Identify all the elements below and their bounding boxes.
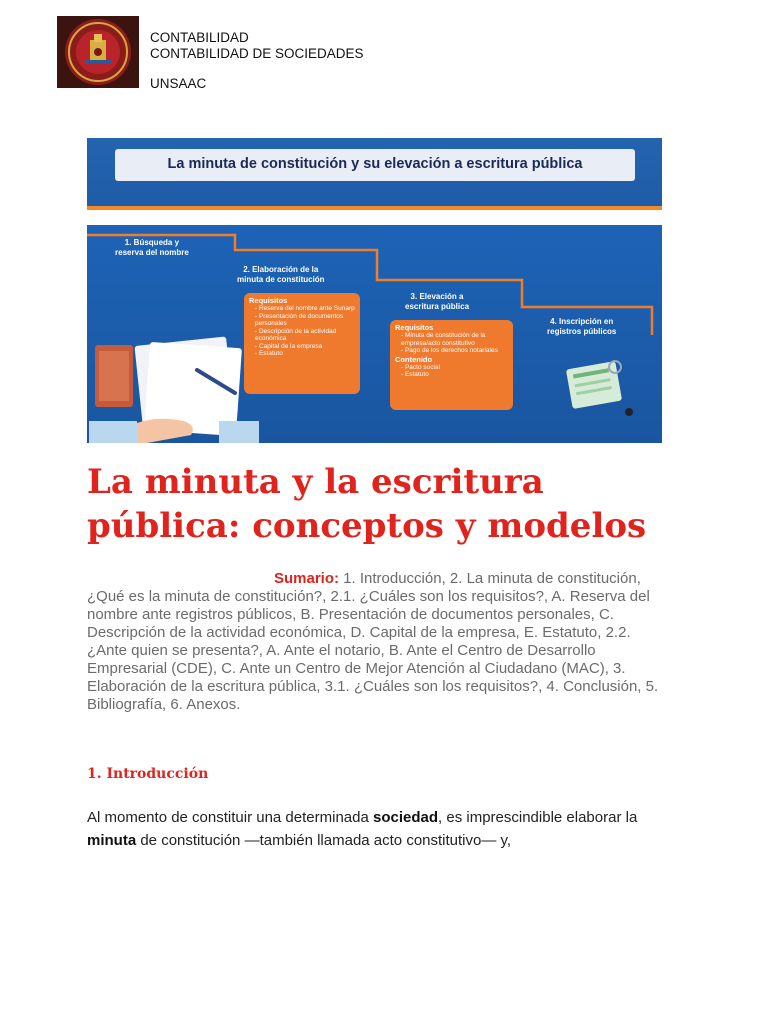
- box-item: - Presentación de documentos personales: [255, 312, 344, 327]
- summary: [87, 570, 667, 714]
- header-subject: CONTABILIDAD: [150, 30, 249, 45]
- section-heading: 1. Introducción: [87, 766, 209, 782]
- step-2-title: 2. Elaboración de la minuta de constitución: [237, 265, 325, 284]
- box-item: - Estatuto: [255, 350, 283, 357]
- keyword-sociedad: sociedad: [373, 809, 439, 826]
- summary-text: 1. Introducción, 2. La minuta de constitución, ¿Qué es la minuta de constitución?, 2.1. ¿Cuáles son los requisitos?, A. Reserva del nombre ante registros públicos, B. Presentación de documentos personales, C. Descripción de la actividad económica, D. Capital de la empresa, E. Estatuto, 2.2. ¿Ante quien se presenta?, A. Ante el notario, B. Ante el Centro de Desarrollo Empresarial (CDE), C. Ante un Centro de Mejor Atención al Ciudadano (MAC), 3. Elaboración de la escritura pública, 3.1. ¿Cuáles son los requisitos?, 4. Conclusión, 5. Bibliografía, 6. Anexos.: [87, 570, 659, 713]
- header-course: CONTABILIDAD DE SOCIEDADES: [150, 46, 364, 61]
- keyword-minuta: minuta: [87, 832, 137, 849]
- summary-label: Sumario:: [274, 570, 340, 587]
- document-header: [150, 30, 364, 92]
- title-banner-image: [87, 138, 662, 210]
- header-university: UNSAAC: [150, 76, 207, 91]
- box-item: - Pacto social: [401, 363, 441, 371]
- box-item: - Descripción de la actividad económica: [255, 327, 337, 342]
- box-item: - Reserva del nombre ante Sunarp: [255, 305, 355, 312]
- step-4-title: 4. Inscripción en registros públicos: [547, 317, 617, 336]
- box-item: - Estatuto: [401, 371, 429, 378]
- box-heading: Requisitos: [395, 323, 434, 332]
- banner-title: La minuta de constitución y su elevación a escritura pública: [167, 156, 583, 172]
- box-heading: Requisitos: [249, 296, 288, 305]
- box-item: - Minuta de constitución de la empresa/acto constitutivo: [401, 332, 486, 347]
- step-1-title: 1. Búsqueda y reserva del nombre: [115, 238, 189, 257]
- box-item: - Capital de la empresa: [255, 342, 323, 350]
- box-heading: Contenido: [395, 354, 433, 364]
- page-title: [87, 460, 687, 548]
- box-item: - Pago de los derechos notariales: [401, 347, 498, 354]
- title-line-2: pública: conceptos y modelos: [87, 506, 647, 546]
- step-3-title: 3. Elevación a escritura pública: [405, 292, 470, 311]
- intro-paragraph: Al momento de constituir una determinada sociedad, es imprescindible elaborar la minuta de constitución —también llamada acto constitutivo— y,: [87, 809, 638, 849]
- process-steps-infographic: [87, 225, 662, 443]
- university-seal-icon: [57, 16, 139, 88]
- step-2-requirements-box: [244, 293, 360, 394]
- title-line-1: La minuta y la escritura: [87, 462, 544, 502]
- step-3-requirements-box: [390, 320, 513, 410]
